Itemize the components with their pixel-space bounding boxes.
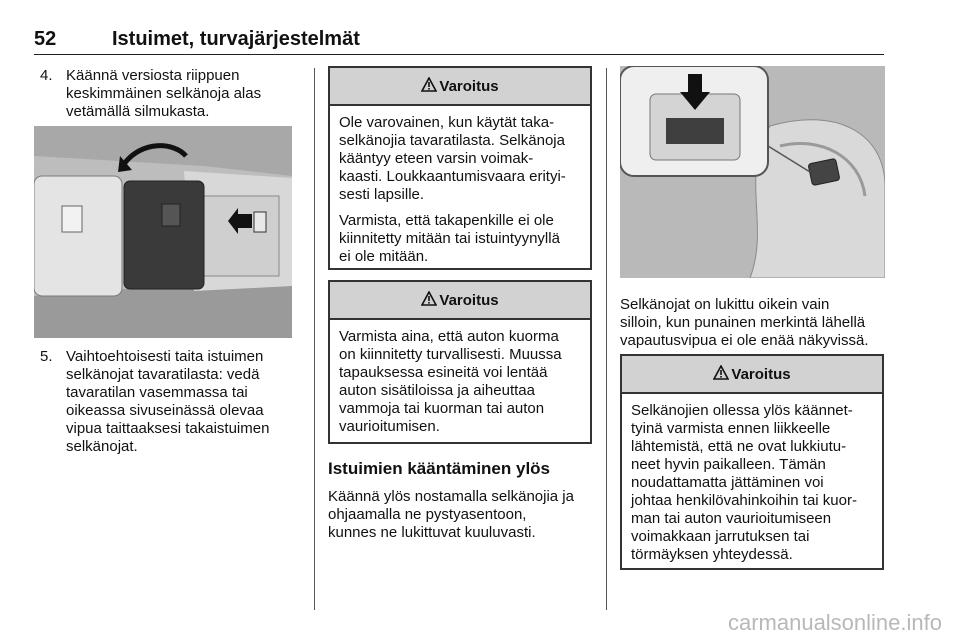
seat-lock-figure xyxy=(620,66,885,278)
step-text xyxy=(66,67,261,121)
warning-box-3 xyxy=(620,354,884,570)
warning-header xyxy=(330,282,590,320)
step-number: 5. xyxy=(40,348,53,365)
warning-body xyxy=(330,320,590,436)
line: oikeassa sivuseinässä olevaa xyxy=(66,402,264,419)
line: tavaratilan vasemmassa tai xyxy=(66,384,248,401)
warning-body xyxy=(330,106,590,266)
warning-title: Varoitus xyxy=(731,365,791,383)
section-text: Käännä ylös nostamalla selkänojia ja ohjaamalla ne pystyasentoon, kunnes ne lukittuvat kuuluvasti. xyxy=(328,488,574,541)
warning-title: Varoitus xyxy=(439,291,499,309)
line: Käännä versiosta riippuen xyxy=(66,67,240,84)
page-number: 52 xyxy=(34,28,57,50)
seat-fold-illustration xyxy=(34,126,292,338)
watermark: carmanualsonline.info xyxy=(727,610,942,635)
column-divider-2 xyxy=(606,68,607,610)
line: selkänojat tavaratilasta: vedä xyxy=(66,366,260,383)
line: vipua taittaaksesi takaistuimen xyxy=(66,420,270,437)
page-title: Istuimet, turvajärjestelmät xyxy=(112,28,360,50)
section-heading: Istuimien kääntäminen ylös xyxy=(328,459,551,478)
header-rule xyxy=(34,54,884,55)
warning-paragraph: Varmista aina, että auton kuorma on kiinnitetty turvallisesti. Muussa tapauksessa esineitä voi lentää auton sisätiloissa ja aiheuttaa vammoja tai kuorman tai auton vaurioitumisen. xyxy=(339,328,562,435)
warning-body xyxy=(622,394,882,564)
warning-triangle-icon xyxy=(713,365,729,384)
line: Vaihtoehtoisesti taita istuimen xyxy=(66,348,264,365)
step-number: 4. xyxy=(40,67,53,84)
seat-fold-figure xyxy=(34,126,292,338)
seat-lock-illustration xyxy=(620,66,885,278)
warning-paragraph: Varmista, että takapenkille ei ole kiinnitetty mitään tai istuintyynyllä ei ole mitään. xyxy=(339,212,560,265)
step-text xyxy=(66,348,269,456)
warning-header xyxy=(330,68,590,106)
line: selkänojat. xyxy=(66,438,138,455)
lock-text: Selkänojat on lukittu oikein vain silloin, kun punainen merkintä lähellä vapautusvipua ei ole enää näkyvissä. xyxy=(620,296,869,349)
warning-triangle-icon xyxy=(421,77,437,96)
warning-header xyxy=(622,356,882,394)
step-5 xyxy=(40,348,312,458)
warning-box-1 xyxy=(328,66,592,270)
column-divider-1 xyxy=(314,68,315,610)
warning-triangle-icon xyxy=(421,291,437,310)
line: vetämällä silmukasta. xyxy=(66,103,210,120)
warning-paragraph: Selkänojien ollessa ylös käännet- tyinä varmista ennen liikkeelle lähtemistä, että ne ovat lukkiutu- neet hyvin paikalleen. Tämän noudattamatta jättäminen voi johtaa henkilövahinkoihin tai kuor- man tai auton vaurioitumiseen voimakkaan jarrutuksen tai törmäyksen yhteydessä. xyxy=(631,402,857,563)
warning-paragraph: Ole varovainen, kun käytät taka- selkänojia tavaratilasta. Selkänoja kääntyy eteen varsin voimak- kaasti. Loukkaantumisvaara erityi- sesti lapsille. xyxy=(339,114,566,203)
line: keskimmäinen selkänoja alas xyxy=(66,85,262,102)
step-4 xyxy=(40,67,310,123)
warning-box-2 xyxy=(328,280,592,444)
warning-title: Varoitus xyxy=(439,77,499,95)
